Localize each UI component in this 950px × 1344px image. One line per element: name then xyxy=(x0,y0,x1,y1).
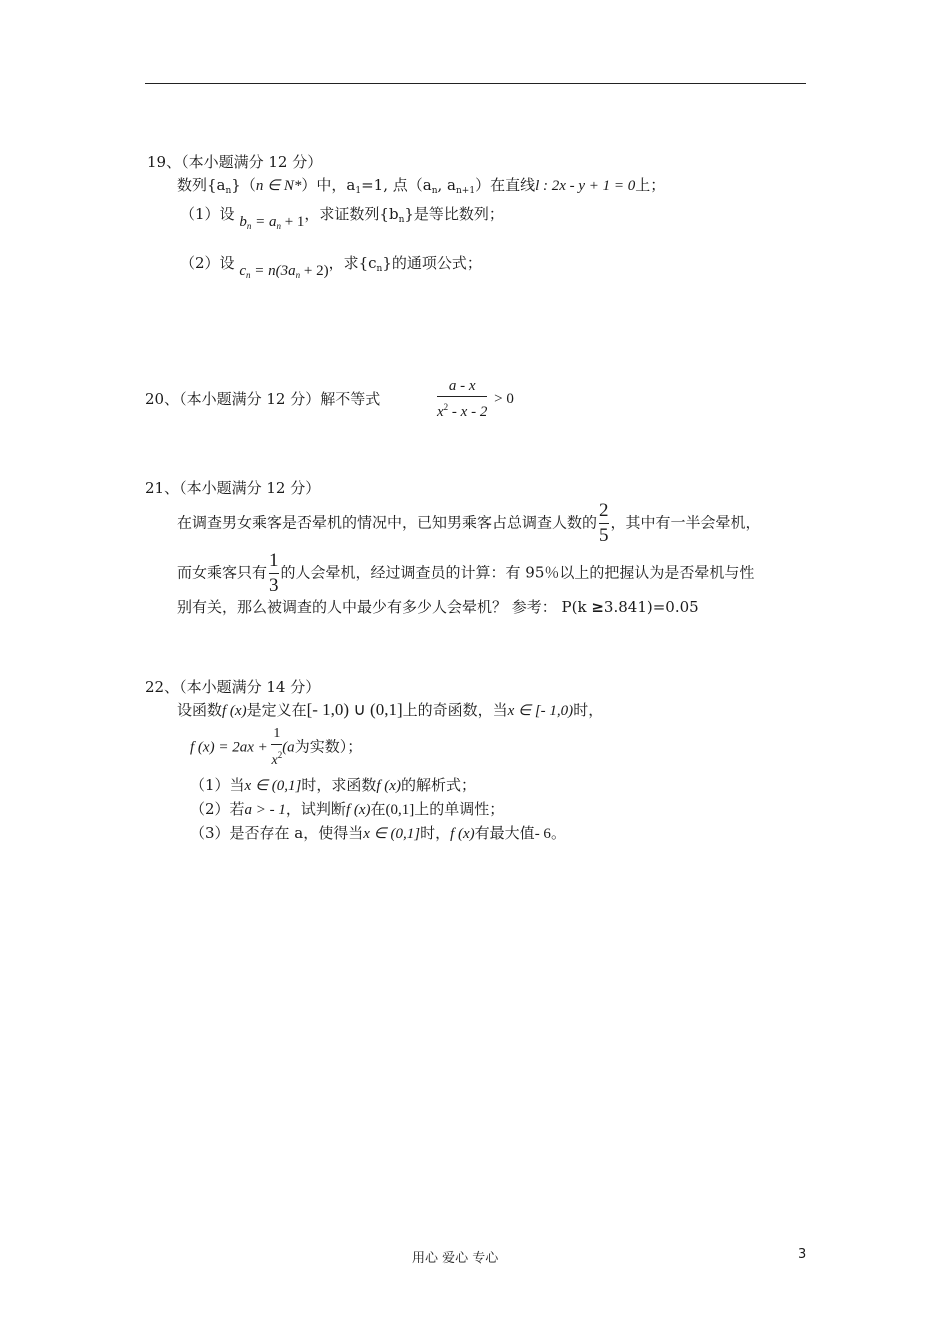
q22-part1: （1）当x ∈ (0,1]时，求函数f (x)的解析式； xyxy=(190,776,476,794)
q22-line1: 设函数f (x)是定义在[- 1,0) ∪ (0,1]上的奇函数，当x ∈ [- 1,0)时， xyxy=(177,700,604,719)
q20-header: 20、（本小题满分 12 分）解不等式 xyxy=(145,390,381,408)
q20-fraction: $\frac{a - x}{x^2 - x - 2}$ xyxy=(437,378,488,420)
q22-part2: （2）若a > - 1，试判断f (x)在(0,1]上的单调性； xyxy=(190,800,505,818)
q21-line2: 而女乘客只有 $\frac{1}{3}$ 的人会晕机，经过调查员的计算：有 95％以上的把握认为是否晕机与性 xyxy=(177,550,755,596)
q21-line3: 别有关，那么被调查的人中最少有多少人会晕机？ 参考： P(k ≥3.841)=0.05 xyxy=(177,598,699,616)
q19-statement: 数列$\{a_n\}(n$ ∈ N*）中，$a_1=1$, 点（$a_n$, $a_{n+1}$）在直线l : 2x - y + 1 = 0上； xyxy=(177,176,666,196)
fraction-one-over-x-squared: $\frac{1}{x^2}$ xyxy=(271,724,282,771)
q22-line2: f (x) = 2ax + $\frac{1}{x^2}$ (a为实数）； xyxy=(190,724,362,771)
fraction-one-third: $\frac{1}{3}$ xyxy=(269,550,279,596)
q19-header: 19、（本小题满分 12 分） xyxy=(147,153,323,171)
q22-part3: （3）是否存在 a，使得当x ∈ (0,1]时，f (x)有最大值- 6。 xyxy=(190,824,566,842)
q22-header: 22、（本小题满分 14 分） xyxy=(145,678,321,696)
header-rule xyxy=(145,83,806,84)
q20-inequality: $\frac{a - x}{x^2 - x - 2}$ > 0 xyxy=(437,378,514,420)
q21-header: 21、（本小题满分 12 分） xyxy=(145,479,321,497)
q19-part1: （1）设 $b_n = a_n + 1$，求证数列$\{b_n\}$是等比数列； xyxy=(180,205,504,231)
fraction-two-fifths: $\frac{2}{5}$ xyxy=(599,500,609,546)
page-footer: 用心 爱心 专心 xyxy=(412,1251,499,1266)
q21-line1: 在调查男女乘客是否晕机的情况中，已知男乘客占总调查人数的 $\frac{2}{5}$ ，其中有一半会晕机， xyxy=(177,500,761,546)
q19-part2: （2）设 $c_n = n(3a_n + 2)$，求$\{c_n\}$的通项公式； xyxy=(180,254,482,280)
page-number: 3 xyxy=(798,1247,807,1262)
